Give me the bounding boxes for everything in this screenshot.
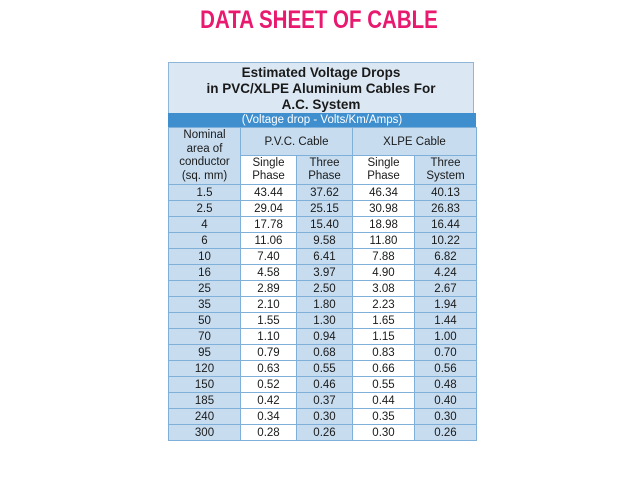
table-row [169, 217, 477, 233]
cell-nominal-area: 120 [169, 361, 241, 377]
cell-pvc-single-phase: 1.10 [241, 329, 297, 345]
cell-nominal-area: 240 [169, 409, 241, 425]
header-xlpe-three-line-1: Three [430, 157, 461, 169]
header-pvc-single-line-2: Phase [252, 170, 285, 182]
cell-pvc-three-phase: 25.15 [297, 201, 353, 217]
table-row [169, 185, 477, 201]
cell-nominal-area: 10 [169, 249, 241, 265]
table-title [168, 62, 474, 113]
cell-nominal-area: 70 [169, 329, 241, 345]
cell-pvc-single-phase: 0.79 [241, 345, 297, 361]
cell-xlpe-single-phase: 46.34 [353, 185, 415, 201]
cell-pvc-three-phase: 0.26 [297, 425, 353, 441]
header-nominal-line-2: area of [186, 142, 223, 155]
header-pvc-single-line-1: Single [252, 157, 285, 169]
table-title-line-2: in PVC/XLPE Aluminium Cables For [206, 81, 436, 96]
table-title-line-3: A.C. System [281, 97, 361, 112]
cell-nominal-area: 50 [169, 313, 241, 329]
cell-nominal-area: 16 [169, 265, 241, 281]
header-nominal-line-1: Nominal [183, 129, 226, 141]
cell-xlpe-three-system: 2.67 [415, 281, 477, 297]
cell-xlpe-single-phase: 0.55 [353, 377, 415, 393]
cell-pvc-three-phase: 6.41 [297, 249, 353, 265]
cell-xlpe-single-phase: 3.08 [353, 281, 415, 297]
cell-nominal-area: 35 [169, 297, 241, 313]
cell-nominal-area: 25 [169, 281, 241, 297]
table-row [169, 377, 477, 393]
table-row [169, 393, 477, 409]
table-row [169, 201, 477, 217]
cell-xlpe-three-system: 26.83 [415, 201, 477, 217]
cell-pvc-single-phase: 0.52 [241, 377, 297, 393]
header-pvc-three-line-1: Three [309, 157, 340, 169]
cell-xlpe-three-system: 4.24 [415, 265, 477, 281]
cell-pvc-single-phase: 2.10 [241, 297, 297, 313]
table-row [169, 425, 477, 441]
table-row [169, 313, 477, 329]
cell-pvc-three-phase: 1.30 [297, 313, 353, 329]
cell-pvc-single-phase: 17.78 [241, 217, 297, 233]
header-xlpe-three-line-2: System [426, 170, 465, 182]
voltage-drop-data-sheet [168, 62, 476, 467]
cell-xlpe-three-system: 1.44 [415, 313, 477, 329]
cell-xlpe-single-phase: 30.98 [353, 201, 415, 217]
cell-pvc-three-phase: 15.40 [297, 217, 353, 233]
table-row [169, 329, 477, 345]
voltage-drop-table [168, 127, 477, 441]
header-xlpe-single-phase [353, 156, 415, 185]
cell-pvc-three-phase: 0.55 [297, 361, 353, 377]
cell-xlpe-three-system: 0.30 [415, 409, 477, 425]
cell-pvc-single-phase: 7.40 [241, 249, 297, 265]
header-nominal-line-4: (sq. mm) [181, 169, 228, 182]
cell-xlpe-three-system: 6.82 [415, 249, 477, 265]
header-pvc-single-phase [241, 156, 297, 185]
cell-nominal-area: 185 [169, 393, 241, 409]
table-row [169, 233, 477, 249]
header-xlpe-single-line-1: Single [367, 157, 400, 169]
cell-pvc-three-phase: 3.97 [297, 265, 353, 281]
cell-xlpe-single-phase: 7.88 [353, 249, 415, 265]
cell-pvc-three-phase: 9.58 [297, 233, 353, 249]
cell-xlpe-single-phase: 1.65 [353, 313, 415, 329]
table-row [169, 249, 477, 265]
cell-nominal-area: 1.5 [169, 185, 241, 201]
table-row [169, 265, 477, 281]
cell-xlpe-single-phase: 11.80 [353, 233, 415, 249]
cell-pvc-single-phase: 0.34 [241, 409, 297, 425]
cell-xlpe-single-phase: 0.66 [353, 361, 415, 377]
cell-xlpe-three-system: 10.22 [415, 233, 477, 249]
cell-pvc-single-phase: 0.28 [241, 425, 297, 441]
cell-pvc-three-phase: 0.68 [297, 345, 353, 361]
cell-pvc-single-phase: 0.63 [241, 361, 297, 377]
cell-xlpe-three-system: 0.40 [415, 393, 477, 409]
cell-pvc-three-phase: 0.94 [297, 329, 353, 345]
cell-xlpe-three-system: 1.00 [415, 329, 477, 345]
page-title: DATA SHEET OF CABLE [200, 6, 438, 34]
header-xlpe-three-system [415, 156, 477, 185]
cell-xlpe-single-phase: 1.15 [353, 329, 415, 345]
table-row [169, 345, 477, 361]
header-pvc-three-phase [297, 156, 353, 185]
cell-pvc-single-phase: 4.58 [241, 265, 297, 281]
header-pvc-three-line-2: Phase [308, 170, 341, 182]
cell-nominal-area: 150 [169, 377, 241, 393]
cell-pvc-three-phase: 0.30 [297, 409, 353, 425]
table-row [169, 281, 477, 297]
cell-xlpe-single-phase: 4.90 [353, 265, 415, 281]
header-xlpe-single-line-2: Phase [367, 170, 400, 182]
cell-pvc-three-phase: 0.46 [297, 377, 353, 393]
cell-nominal-area: 2.5 [169, 201, 241, 217]
cell-xlpe-single-phase: 0.44 [353, 393, 415, 409]
cell-xlpe-three-system: 1.94 [415, 297, 477, 313]
cell-pvc-single-phase: 1.55 [241, 313, 297, 329]
cell-nominal-area: 300 [169, 425, 241, 441]
cell-pvc-single-phase: 0.42 [241, 393, 297, 409]
table-title-line-1: Estimated Voltage Drops [241, 65, 401, 80]
header-nominal-line-3: conductor [179, 156, 230, 168]
cell-pvc-single-phase: 29.04 [241, 201, 297, 217]
cell-xlpe-three-system: 0.70 [415, 345, 477, 361]
cell-pvc-single-phase: 43.44 [241, 185, 297, 201]
cell-xlpe-three-system: 0.26 [415, 425, 477, 441]
cell-xlpe-single-phase: 18.98 [353, 217, 415, 233]
cell-xlpe-three-system: 16.44 [415, 217, 477, 233]
cell-pvc-three-phase: 0.37 [297, 393, 353, 409]
cell-xlpe-three-system: 0.56 [415, 361, 477, 377]
table-row [169, 361, 477, 377]
cell-nominal-area: 4 [169, 217, 241, 233]
cell-nominal-area: 95 [169, 345, 241, 361]
cell-nominal-area: 6 [169, 233, 241, 249]
table-row [169, 297, 477, 313]
cell-xlpe-three-system: 40.13 [415, 185, 477, 201]
cell-xlpe-single-phase: 2.23 [353, 297, 415, 313]
table-row [169, 409, 477, 425]
cell-xlpe-single-phase: 0.83 [353, 345, 415, 361]
header-pvc-cable: P.V.C. Cable [241, 128, 353, 156]
cell-pvc-three-phase: 37.62 [297, 185, 353, 201]
cell-xlpe-three-system: 0.48 [415, 377, 477, 393]
header-nominal-area [169, 128, 241, 185]
header-xlpe-cable: XLPE Cable [353, 128, 477, 156]
cell-xlpe-single-phase: 0.30 [353, 425, 415, 441]
units-caption: (Voltage drop - Volts/Km/Amps) [168, 113, 476, 127]
cell-pvc-single-phase: 11.06 [241, 233, 297, 249]
cell-pvc-three-phase: 2.50 [297, 281, 353, 297]
cell-xlpe-single-phase: 0.35 [353, 409, 415, 425]
cell-pvc-three-phase: 1.80 [297, 297, 353, 313]
cell-pvc-single-phase: 2.89 [241, 281, 297, 297]
